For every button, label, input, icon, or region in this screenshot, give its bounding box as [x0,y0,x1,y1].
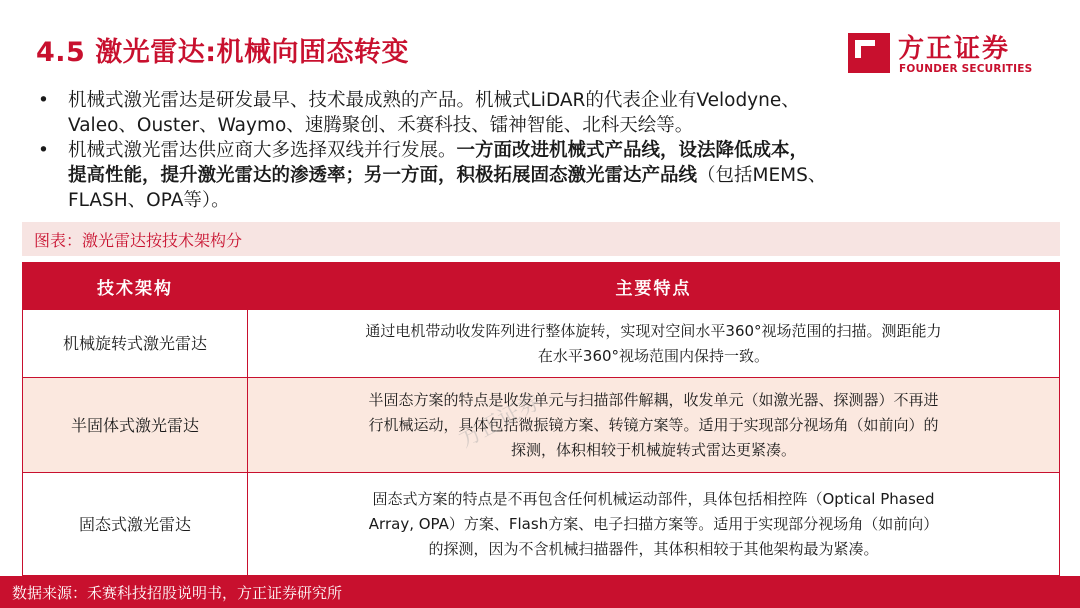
bullet-text-emphasis: 提高性能，提升激光雷达的渗透率；另一方面，积极拓展固态激光雷达产品线 [68,165,698,186]
bullet-list [36,88,1046,213]
figure-caption: 图表：激光雷达按技术架构分 [34,231,243,250]
bullet-text-emphasis: 一方面改进机械式产品线，设法降低成本， [456,140,809,161]
table-cell-features [248,310,1060,378]
bullet-text-line: FLASH、OPA等）。 [68,190,230,211]
cell-text-line: 在水平360°视场范围内保持一致。 [537,346,770,365]
table-cell-architecture: 机械旋转式激光雷达 [23,310,248,378]
table-cell-architecture: 半固体式激光雷达 [23,378,248,473]
bullet-item [36,138,1046,213]
bullet-text-line: Valeo、Ouster、Waymo、速腾聚创、禾赛科技、镭神智能、北科天绘等。 [68,115,694,136]
bullet-item [36,88,1046,138]
bullet-text-line: 机械式激光雷达是研发最早、技术最成熟的产品。机械式LiDAR的代表企业有Velodyne、 [68,90,800,111]
table-row [23,310,1060,378]
logo-text: 方正证券 [898,34,1011,64]
table-cell-features [248,378,1060,473]
bullet-text-line [68,163,1046,188]
table-row [23,378,1060,473]
figure-caption-bar [22,222,1060,256]
table-cell-features [248,473,1060,576]
table-header-cell: 技术架构 [23,263,248,310]
page-title: 4.5 激光雷达:机械向固态转变 [36,37,410,68]
bullet-text-line [68,138,1046,163]
table-header-row [23,263,1060,310]
cell-text-line: 半固态方案的特点是收发单元与扫描部件解耦，收发单元（如激光器、探测器）不再进 [368,390,939,409]
cell-text-line: 通过电机带动收发阵列进行整体旋转，实现对空间水平360°视场范围的扫描。测距能力 [365,321,942,340]
bullet-marker: • [38,140,49,161]
logo-mark-icon [848,31,892,75]
source-note: 数据来源：禾赛科技招股说明书，方正证券研究所 [12,584,343,602]
watermark: 方正证券 [455,389,545,453]
company-logo [848,31,1033,79]
architecture-table [22,262,1060,576]
table-cell-architecture: 固态式激光雷达 [23,473,248,576]
cell-text-line: Array, OPA）方案、Flash方案、电子扫描方案等。适用于实现部分视场角（如前向） [368,514,939,533]
cell-text-line: 固态式方案的特点是不再包含任何机械运动部件，具体包括相控阵（Optical Phased [372,489,935,508]
table-row [23,473,1060,576]
bullet-text-normal: 机械式激光雷达供应商大多选择双线并行发展。 [68,140,457,161]
cell-text-line: 行机械运动，具体包括微振镜方案、转镜方案等。适用于实现部分视场角（如前向）的 [368,415,939,434]
footer-bar [0,576,1080,608]
logo-subtext: FOUNDER SECURITIES [899,63,1033,75]
cell-text-line: 的探测，因为不含机械扫描器件，其体积相较于其他架构最为紧凑。 [428,539,879,558]
cell-text-line: 探测，体积相较于机械旋转式雷达更紧凑。 [510,440,796,459]
bullet-marker: • [38,90,49,111]
bullet-text-normal: （包括MEMS、 [697,165,827,186]
table-header-cell: 主要特点 [248,263,1060,310]
